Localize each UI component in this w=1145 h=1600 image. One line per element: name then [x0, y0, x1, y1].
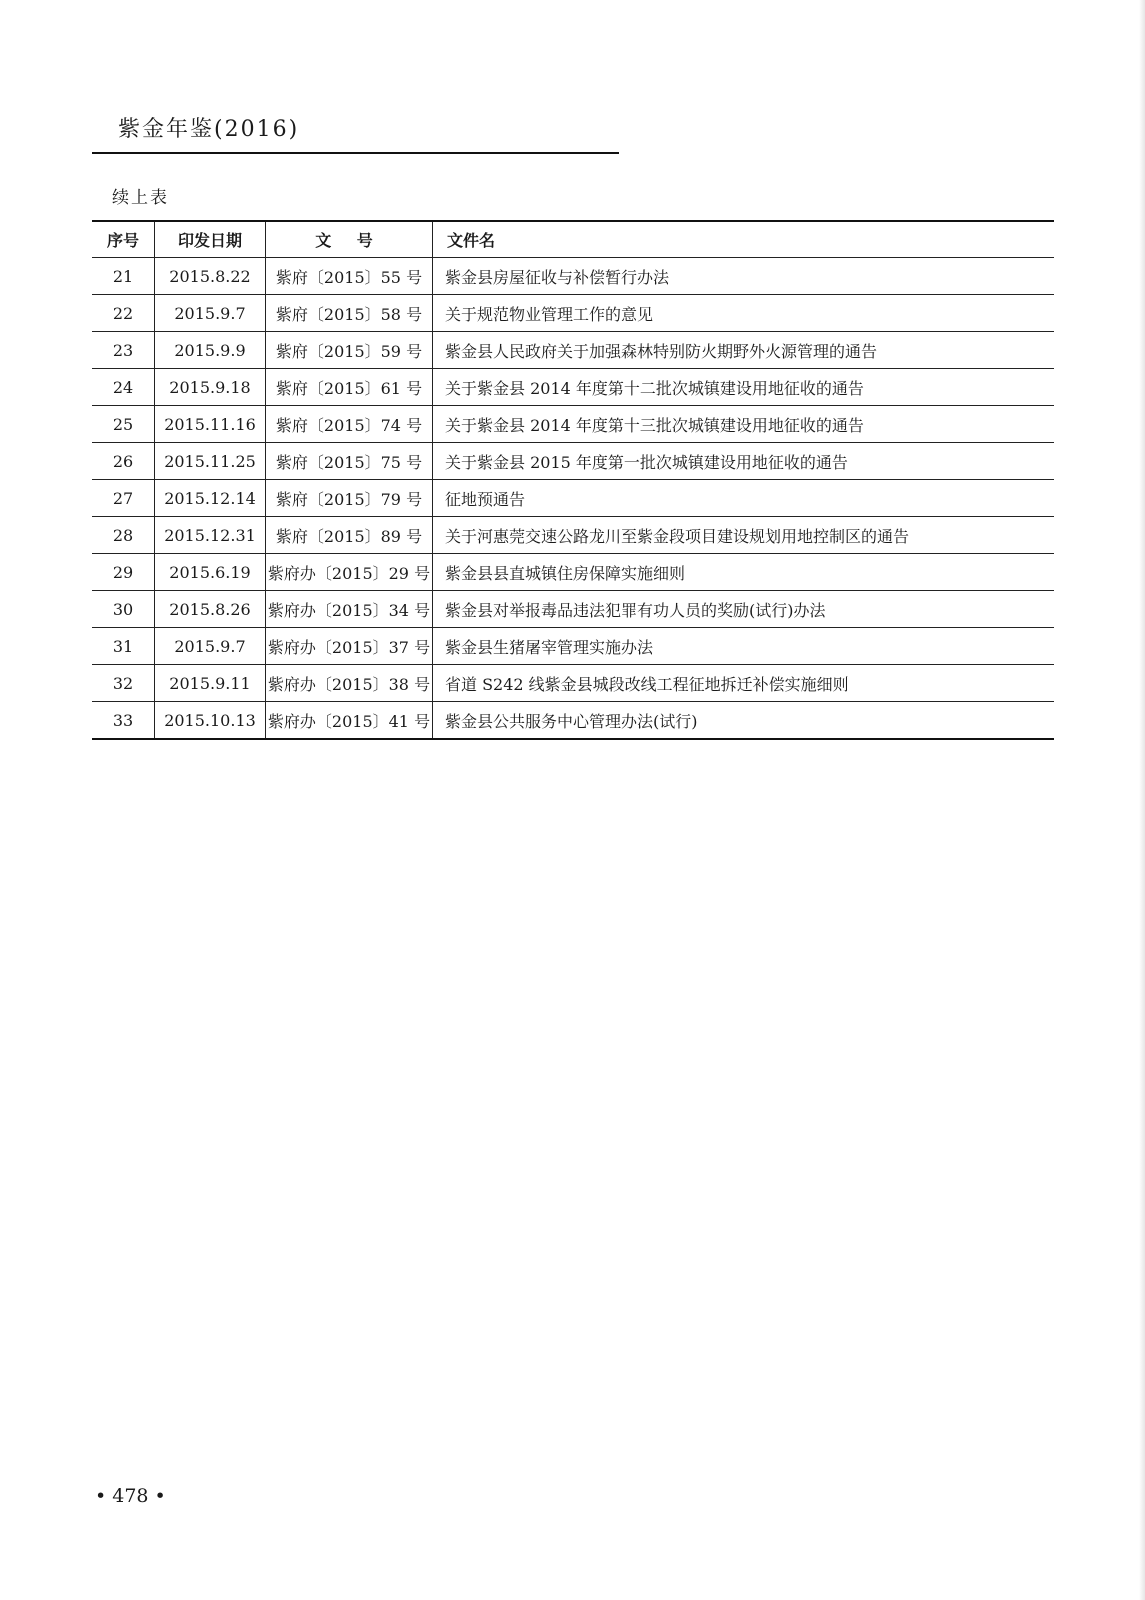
table-row — [92, 406, 1054, 443]
cell-doc-number: 紫府办〔2015〕38 号 — [266, 665, 433, 702]
cell-seq: 30 — [92, 591, 155, 628]
page-number: • 478 • — [95, 1485, 166, 1507]
cell-title: 关于规范物业管理工作的意见 — [433, 295, 1055, 332]
cell-doc-number: 紫府办〔2015〕37 号 — [266, 628, 433, 665]
cell-date: 2015.9.7 — [155, 628, 266, 665]
cell-doc-number: 紫府〔2015〕58 号 — [266, 295, 433, 332]
cell-title: 关于紫金县 2014 年度第十二批次城镇建设用地征收的通告 — [433, 369, 1055, 406]
cell-seq: 25 — [92, 406, 155, 443]
cell-doc-number: 紫府〔2015〕75 号 — [266, 443, 433, 480]
table-body — [92, 258, 1054, 740]
header-rule — [92, 152, 619, 154]
cell-date: 2015.9.18 — [155, 369, 266, 406]
table-row — [92, 258, 1054, 295]
document-list-table — [92, 220, 1054, 740]
cell-title: 关于紫金县 2015 年度第一批次城镇建设用地征收的通告 — [433, 443, 1055, 480]
cell-doc-number: 紫府办〔2015〕29 号 — [266, 554, 433, 591]
cell-title: 关于紫金县 2014 年度第十三批次城镇建设用地征收的通告 — [433, 406, 1055, 443]
cell-date: 2015.12.14 — [155, 480, 266, 517]
cell-seq: 22 — [92, 295, 155, 332]
table-row — [92, 554, 1054, 591]
cell-seq: 31 — [92, 628, 155, 665]
cell-date: 2015.9.7 — [155, 295, 266, 332]
cell-date: 2015.9.11 — [155, 665, 266, 702]
table-row — [92, 480, 1054, 517]
cell-seq: 32 — [92, 665, 155, 702]
table-row — [92, 295, 1054, 332]
cell-doc-number: 紫府〔2015〕59 号 — [266, 332, 433, 369]
cell-date: 2015.11.16 — [155, 406, 266, 443]
table-row — [92, 332, 1054, 369]
cell-title: 紫金县房屋征收与补偿暂行办法 — [433, 258, 1055, 295]
cell-date: 2015.12.31 — [155, 517, 266, 554]
cell-doc-number: 紫府〔2015〕74 号 — [266, 406, 433, 443]
table-row — [92, 591, 1054, 628]
continuation-note: 续上表 — [112, 188, 169, 208]
cell-seq: 26 — [92, 443, 155, 480]
table-header-row — [92, 221, 1054, 258]
cell-seq: 24 — [92, 369, 155, 406]
cell-doc-number: 紫府办〔2015〕34 号 — [266, 591, 433, 628]
header-date: 印发日期 — [155, 221, 266, 258]
page-edge-shadow — [1139, 0, 1145, 1600]
cell-title: 关于河惠莞交速公路龙川至紫金段项目建设规划用地控制区的通告 — [433, 517, 1055, 554]
cell-seq: 21 — [92, 258, 155, 295]
cell-title: 紫金县县直城镇住房保障实施细则 — [433, 554, 1055, 591]
cell-seq: 28 — [92, 517, 155, 554]
cell-seq: 29 — [92, 554, 155, 591]
table-row — [92, 702, 1054, 740]
cell-title: 省道 S242 线紫金县城段改线工程征地拆迁补偿实施细则 — [433, 665, 1055, 702]
cell-date: 2015.9.9 — [155, 332, 266, 369]
cell-date: 2015.8.26 — [155, 591, 266, 628]
table-row — [92, 665, 1054, 702]
cell-seq: 27 — [92, 480, 155, 517]
running-head: 紫金年鉴(2016) — [118, 117, 300, 142]
cell-title: 紫金县人民政府关于加强森林特别防火期野外火源管理的通告 — [433, 332, 1055, 369]
cell-title: 征地预通告 — [433, 480, 1055, 517]
cell-doc-number: 紫府〔2015〕61 号 — [266, 369, 433, 406]
cell-seq: 23 — [92, 332, 155, 369]
table-row — [92, 443, 1054, 480]
cell-doc-number: 紫府办〔2015〕41 号 — [266, 702, 433, 740]
header-seq: 序号 — [92, 221, 155, 258]
cell-date: 2015.11.25 — [155, 443, 266, 480]
cell-date: 2015.8.22 — [155, 258, 266, 295]
table-row — [92, 369, 1054, 406]
cell-title: 紫金县生猪屠宰管理实施办法 — [433, 628, 1055, 665]
cell-date: 2015.10.13 — [155, 702, 266, 740]
table-row — [92, 517, 1054, 554]
cell-seq: 33 — [92, 702, 155, 740]
cell-title: 紫金县对举报毒品违法犯罪有功人员的奖励(试行)办法 — [433, 591, 1055, 628]
table-row — [92, 628, 1054, 665]
cell-doc-number: 紫府〔2015〕79 号 — [266, 480, 433, 517]
cell-title: 紫金县公共服务中心管理办法(试行) — [433, 702, 1055, 740]
cell-date: 2015.6.19 — [155, 554, 266, 591]
header-doc-number: 文 号 — [266, 221, 433, 258]
cell-doc-number: 紫府〔2015〕55 号 — [266, 258, 433, 295]
cell-doc-number: 紫府〔2015〕89 号 — [266, 517, 433, 554]
header-title: 文件名 — [433, 221, 1055, 258]
